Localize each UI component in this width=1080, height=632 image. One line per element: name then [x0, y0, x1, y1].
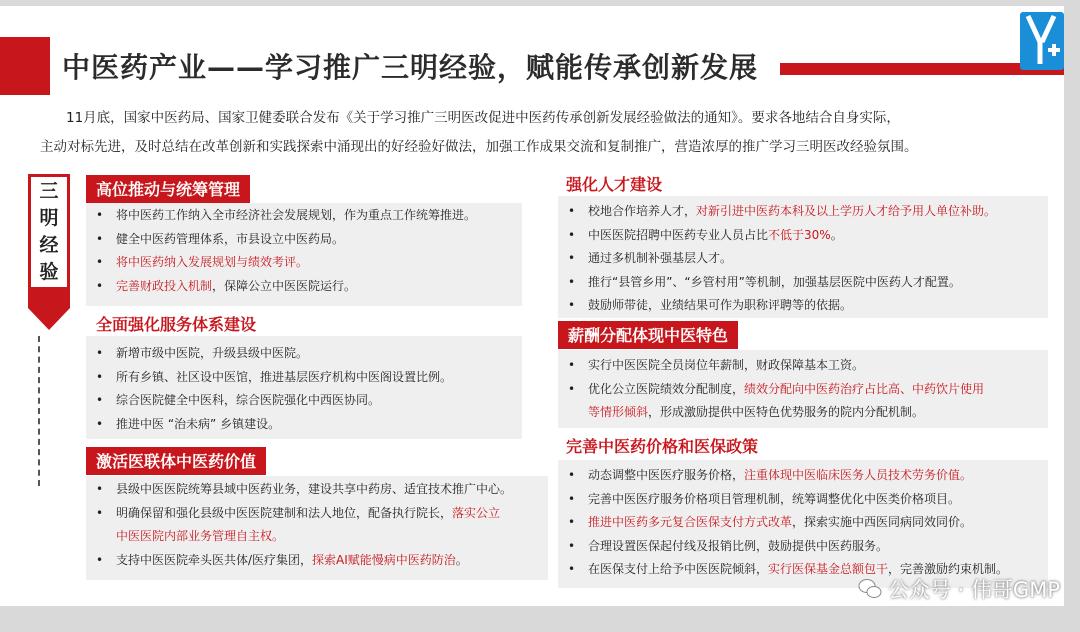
bullet-icon: • [568, 227, 576, 242]
bullet-icon: • [96, 208, 104, 222]
bullet-icon: • [568, 358, 576, 372]
item-text: 所有乡镇、社区设中医馆，推进基层医疗机构中医阁设置比例。 [116, 369, 453, 384]
list-item [86, 413, 522, 437]
item-text: 完善中医医疗服务价格项目管理机制，统筹调整优化中医类价格项目。 [588, 491, 961, 506]
bullet-icon: • [568, 381, 576, 396]
watermark-text: 公众号 · 伟哥GMP [887, 578, 1060, 602]
list-item [558, 294, 1048, 318]
item-text: 推进中医 “治未病” 乡镇建设。 [116, 416, 281, 431]
section-heading-talent: 强化人才建设 [566, 175, 663, 194]
bullet-icon: • [96, 552, 104, 567]
item-text: 。 [455, 552, 468, 567]
list-item [558, 378, 1048, 402]
bullet-icon: • [568, 251, 576, 265]
wechat-watermark [858, 574, 1060, 604]
list-item [558, 401, 1048, 425]
item-text: 综合医院健全中医科，综合医院强化中西医协同。 [116, 393, 381, 407]
list-item [558, 271, 1048, 295]
section-list-leadership [86, 204, 522, 298]
bullet-icon: • [568, 562, 576, 576]
item-text: ，形成激励提供中医特色优势服务的院内分配机制。 [648, 405, 925, 419]
section-heading-leadership: 高位推动与统筹管理 [86, 175, 250, 203]
item-text: 在医保支付上给予中医医院倾斜， [588, 562, 769, 576]
list-item [86, 525, 548, 549]
bullet-icon: • [96, 416, 104, 431]
item-text: 县级中医医院统筹县域中医药业务，建设共享中药房、适宜技术推广中心。 [116, 482, 513, 496]
section-heading-service-system: 全面强化服务体系建设 [96, 315, 257, 334]
badge-char: 三 [39, 180, 59, 202]
item-text: 中医医院招聘中医药专业人员占比 [588, 227, 769, 242]
item-text: 实行中医医院全员岗位年薪制，财政保障基本工资。 [588, 358, 865, 372]
item-text: 合理设置医保起付线及报销比例，鼓励提供中医药服务。 [588, 538, 889, 553]
item-text: 鼓励师带徒，业绩结果可作为职称评聘等的依据。 [588, 298, 853, 312]
section-heading-medical-alliance: 激活医联体中医药价值 [86, 447, 266, 475]
highlight-text: 不低于30% [768, 227, 831, 242]
brand-logo-icon [1020, 12, 1064, 70]
list-item [86, 251, 522, 275]
bullet-icon: • [96, 346, 104, 360]
bullet-icon: • [568, 515, 576, 529]
item-text: 推行“县管乡用”、“乡管村用”等机制，加强基层医院中医药人才配置。 [588, 274, 961, 289]
highlight-text: 完善财政投入机制 [116, 278, 213, 293]
bullet-icon: • [96, 255, 104, 269]
section-list-service-system [86, 342, 522, 436]
list-item [558, 488, 1048, 512]
bullet-icon: • [96, 231, 104, 246]
list-item [558, 247, 1048, 271]
sanming-badge [28, 174, 70, 308]
list-item [558, 535, 1048, 559]
highlight-text: 中医医院内部业务管理自主权。 [116, 529, 285, 543]
list-item [86, 478, 548, 502]
item-text: ，完善激励约束机制。 [888, 562, 1009, 576]
bullet-icon: • [96, 482, 104, 496]
bullet-icon: • [96, 393, 104, 407]
item-text: 健全中医药管理体系，市县设立中医药局。 [116, 231, 345, 246]
list-item [558, 224, 1048, 248]
list-item [558, 464, 1048, 488]
item-text: 动态调整中医医疗服务价格， [588, 468, 745, 482]
highlight-text: 探索AI赋能慢病中医药防治 [312, 552, 456, 567]
bullet-icon: • [568, 298, 576, 312]
item-text: 优化公立医院绩效分配制度， [588, 381, 745, 396]
item-text: 校地合作培养人才， [588, 204, 697, 218]
bullet-icon: • [568, 274, 576, 289]
list-item [558, 200, 1048, 224]
list-item [86, 228, 522, 252]
section-list-talent [558, 200, 1048, 318]
item-text: 。 [830, 227, 843, 242]
section-list-pricing-insurance [558, 464, 1048, 582]
intro-line-2: 主动对标先进，及时总结在改革创新和实践探索中涌现出的好经验好做法，加强工作成果交流和复制推广，营造浓厚的推广学习三明医改经验氛围。 [40, 139, 918, 155]
badge-char: 明 [39, 207, 59, 229]
title-accent-bar [0, 37, 50, 95]
highlight-text: 落实公立 [452, 505, 501, 520]
highlight-text: 推进中医药多元复合医保支付方式改革 [588, 515, 793, 529]
list-item [558, 354, 1048, 378]
item-text: 将中医药工作纳入全市经济社会发展规划，作为重点工作统筹推进。 [116, 208, 477, 222]
bullet-icon: • [568, 491, 576, 506]
list-item [558, 511, 1048, 535]
badge-arrow-tip [28, 308, 70, 330]
bullet-icon: • [96, 505, 104, 520]
bullet-icon: • [96, 278, 104, 293]
badge-char: 验 [39, 261, 59, 283]
wechat-icon [858, 578, 882, 600]
list-item [86, 204, 522, 228]
section-list-medical-alliance [86, 478, 548, 572]
item-text: 新增市级中医院，升级县级中医院。 [116, 346, 309, 360]
badge-char: 经 [39, 234, 59, 256]
highlight-text: 对新引进中医药本科及以上学历人才给予用人单位补助。 [696, 204, 997, 218]
highlight-text: 绩效分配向中医药治疗占比高、中药饮片使用 [744, 381, 985, 396]
item-text: 通过多机制补强基层人才。 [588, 251, 733, 265]
item-text: ，探索实施中西医同病同效同价。 [792, 515, 973, 529]
section-list-compensation [558, 354, 1048, 425]
item-text: 支持中医医院牵头医共体/医疗集团， [116, 552, 313, 567]
highlight-text: 实行医保基金总额包干 [768, 562, 889, 576]
item-text: 明确保留和强化县级中医医院建制和法人地位，配备执行院长， [116, 505, 453, 520]
list-item [86, 366, 522, 390]
intro-paragraph [40, 104, 1040, 162]
intro-line-1: 11月底，国家中医药局、国家卫健委联合发布《关于学习推广三明医改促进中医药传承创新发展经验做法的通知》。要求各地结合自身实际， [66, 110, 900, 126]
section-heading-pricing-insurance: 完善中医药价格和医保政策 [566, 437, 759, 456]
list-item [86, 275, 522, 299]
list-item [86, 389, 522, 413]
bullet-icon: • [568, 204, 576, 218]
highlight-text: 将中医药纳入发展规划与绩效考评。 [116, 255, 309, 269]
bullet-icon: • [568, 538, 576, 553]
list-item [86, 549, 548, 573]
bullet-icon: • [96, 369, 104, 384]
slide [0, 6, 1064, 606]
page-title: 中医药产业——学习推广三明经验，赋能传承创新发展 [62, 51, 759, 84]
item-text: ，保障公立中医医院运行。 [212, 278, 357, 293]
highlight-text: 等情形倾斜 [588, 405, 649, 419]
highlight-text: 注重体现中医临床医务人员技术劳务价值。 [744, 468, 973, 482]
dashed-connector [38, 336, 40, 486]
section-heading-compensation: 薪酬分配体现中医特色 [558, 321, 738, 349]
list-item [86, 342, 522, 366]
bullet-icon: • [568, 468, 576, 482]
list-item [86, 502, 548, 526]
